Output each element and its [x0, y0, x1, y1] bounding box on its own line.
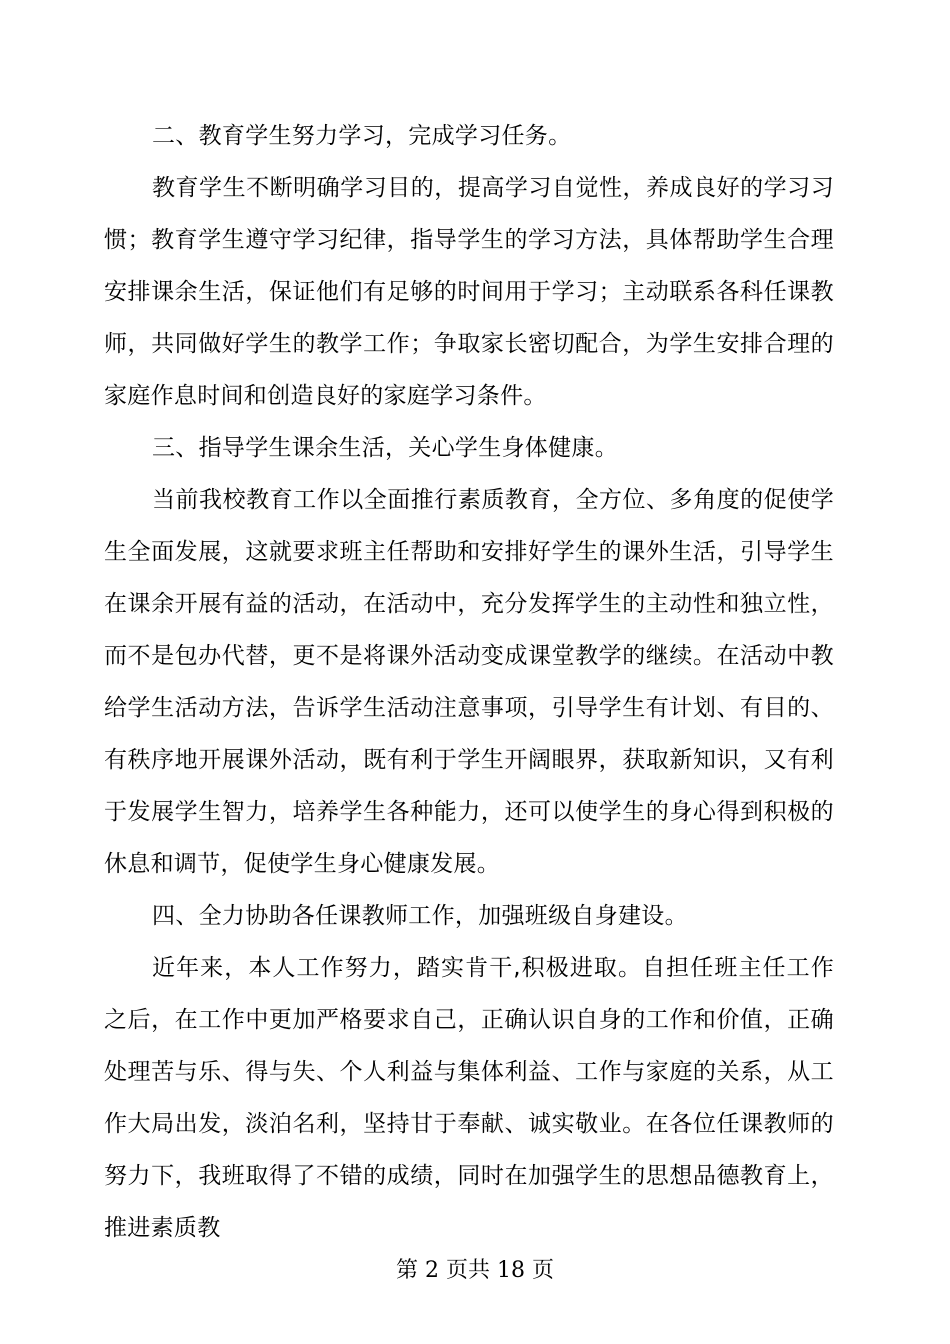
- section-heading-3: 三、指导学生课余生活，关心学生身体健康。: [152, 435, 618, 461]
- document-body: [104, 110, 834, 1254]
- section-heading-4: 四、全力协助各任课教师工作，加强班级自身建设。: [152, 903, 688, 929]
- section-paragraph-4: 近年来，本人工作努力，踏实肯干,积极进取。自担任班主任工作之后，在工作中更加严格要求自己，正确认识自身的工作和价值，正确处理苦与乐、得与失、个人利益与集体利益、工作与家庭的关系，从工作大局出发，淡泊名利，坚持甘于奉献、诚实敬业。在各位任课教师的努力下，我班取得了不错的成绩，同时在加强学生的思想品德教育上，推进素质教: [104, 955, 834, 1241]
- section-paragraph-3: 当前我校教育工作以全面推行素质教育，全方位、多角度的促使学生全面发展，这就要求班主任帮助和安排好学生的课外生活，引导学生在课余开展有益的活动，在活动中，充分发挥学生的主动性和独立性，而不是包办代替，更不是将课外活动变成课堂教学的继续。在活动中教给学生活动方法，告诉学生活动注意事项，引导学生有计划、有目的、有秩序地开展课外活动，既有利于学生开阔眼界，获取新知识，又有利于发展学生智力，培养学生各种能力，还可以使学生的身心得到积极的休息和调节，促使学生身心健康发展。: [104, 487, 834, 877]
- page-number-footer: 第 2 页共 18 页: [396, 1258, 554, 1283]
- section-heading-2: 二、教育学生努力学习，完成学习任务。: [152, 123, 572, 149]
- section-paragraph-2: 教育学生不断明确学习目的，提高学习自觉性，养成良好的学习习惯；教育学生遵守学习纪律，指导学生的学习方法，具体帮助学生合理安排课余生活，保证他们有足够的时间用于学习；主动联系各科任课教师，共同做好学生的教学工作；争取家长密切配合，为学生安排合理的家庭作息时间和创造良好的家庭学习条件。: [104, 175, 834, 409]
